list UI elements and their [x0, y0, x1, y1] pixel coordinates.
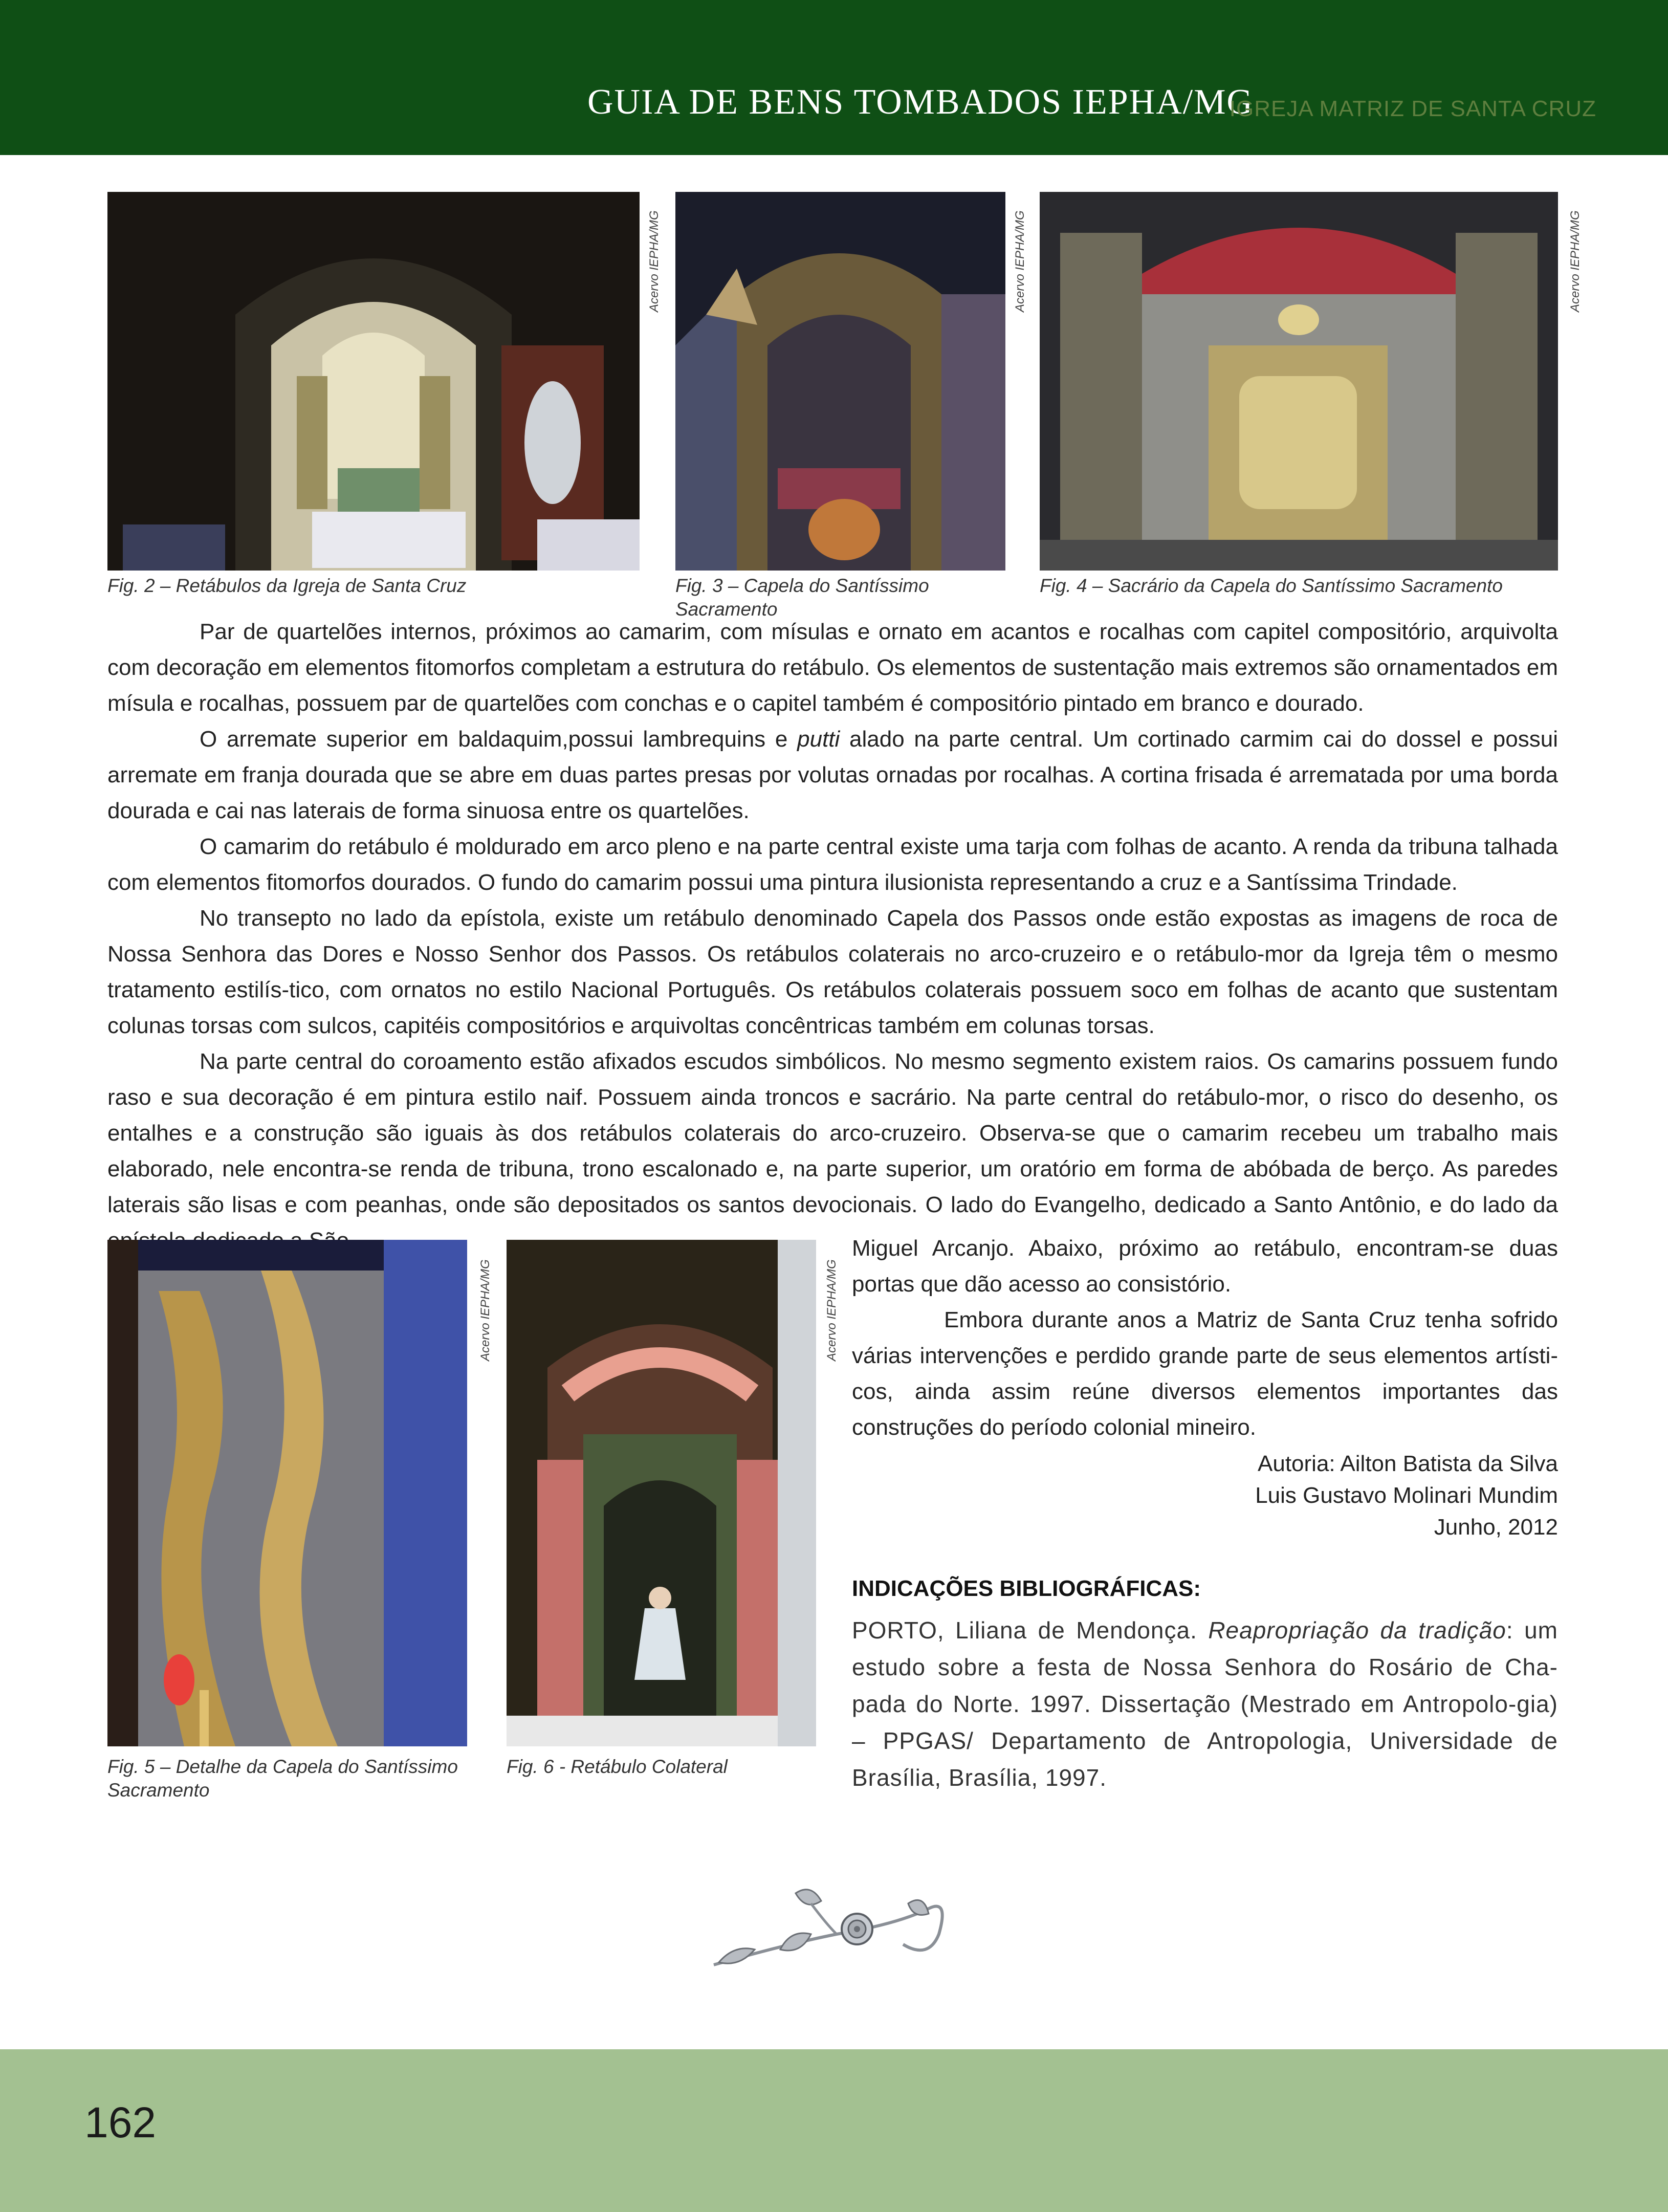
bibliography-heading: INDICAÇÕES BIBLIOGRÁFICAS:	[852, 1576, 1201, 1601]
date-line: Junho, 2012	[1434, 1515, 1558, 1540]
paragraph: O camarim do retábulo é moldurado em arco pleno e na parte central existe uma tarja com folhas de acanto. A renda da tribuna talhada com elementos fitomorfos dourados. O fundo do camarim possui uma pintura ilusionista representando a cruz e a Santíssima Trindade.	[107, 834, 1558, 895]
photo-fig6-retabulo-colateral	[507, 1240, 816, 1746]
page-number: 162	[84, 2098, 157, 2147]
photo-fig3-capela	[675, 192, 1005, 571]
photo-credit: Acervo IEPHA/MG	[825, 1259, 839, 1361]
figure-caption: Fig. 3 – Capela do Santíssimo Sacramento	[675, 575, 929, 620]
photo-fig2-retabulos	[107, 192, 640, 571]
photo-credit: Acervo IEPHA/MG	[478, 1259, 492, 1361]
authorship	[852, 1448, 1558, 1543]
photo-fig5-detalhe	[107, 1240, 467, 1746]
paragraph: O arremate superior em baldaquim,possui lambrequins e putti alado na parte central. Um cortinado carmim cai do dossel e possui arremate em franja dourada que se abre em duas partes presas por volutas ornadas por rocalhas. A cortina frisada é arrematada por uma borda dourada e cai nas laterais de forma sinuosa entre os quartelões.	[107, 727, 1558, 823]
photo-credit: Acervo IEPHA/MG	[1568, 210, 1582, 312]
photo-credit: Acervo IEPHA/MG	[1013, 210, 1027, 312]
figure-caption: Fig. 6 - Retábulo Colateral	[507, 1756, 728, 1777]
paragraph: Par de quartelões internos, próximos ao camarim, com mísulas e ornato em acantos e rocalhas com capitel compositório, arquivolta com decoração em elementos fitomorfos completam a estrutura do retábulo. Os elementos de sustentação mais extremos são ornamentados em mísula e rocalhas, possuem par de quartelões com conchas e o capitel também é compositório pintado em branco e dourado.	[107, 619, 1558, 716]
figure-caption: Fig. 4 – Sacrário da Capela do Santíssimo Sacramento	[1040, 575, 1503, 596]
paragraph: No transepto no lado da epístola, existe um retábulo denominado Capela dos Passos onde estão expostas as imagens de roca de Nossa Senhora das Dores e Nosso Senhor dos Passos. Os retábulos colaterais no arco-cruzeiro e o retábulo-mor da Igreja têm o mesmo tratamento estilís-tico, com ornatos no estilo Nacional Português. Os retábulos colaterais possuem soco em folhas de acanto que sustentam colunas torsas com sulcos, capitéis compositórios e arquivoltas concêntricas também em colunas torsas.	[107, 906, 1558, 1038]
paragraph: Na parte central do coroamento estão afixados escudos simbólicos. No mesmo segmento existem raios. Os camarins possuem fundo raso e sua decoração é em pintura estilo naif. Possuem ainda troncos e sacrário. Na parte central do retábulo-mor, o risco do desenho, os entalhes e a construção são iguais às dos retábulos colaterais do arco-cruzeiro. Observa-se que o camarim recebeu um trabalho mais elaborado, nele encontra-se renda de tribuna, trono escalonado e, na parte superior, um oratório em forma de abóbada de berço. As paredes laterais são lisas e com peanhas, onde são depositados os santos devocionais. O lado do Evangelho, dedicado a Santo Antônio, e do lado da	[107, 1049, 1558, 1217]
author-line: Luis Gustavo Molinari Mundim	[1255, 1483, 1558, 1508]
header-title: GUIA DE BENS TOMBADOS IEPHA/MG	[587, 82, 1254, 122]
article-body-continued	[852, 1231, 1558, 1446]
figure-caption: Fig. 5 – Detalhe da Capela do Santíssimo Sacramento	[107, 1756, 458, 1801]
photo-fig4-sacrario	[1040, 192, 1558, 571]
page-header	[0, 0, 1668, 155]
rose-ornament-icon	[683, 1873, 980, 1983]
paragraph: Miguel Arcanjo. Abaixo, próximo ao retábulo, encontram-se duas portas que dão acesso ao consistório.	[852, 1236, 1558, 1297]
bibliography-entry: PORTO, Liliana de Mendonça. Reapropriação da tradição: um estudo sobre a festa de Nossa Senhora do Rosário de Cha-pada do Norte. 1997. Dissertação (Mestrado em Antropolo-gia) – PPGAS/ Departamento de Antropologia, Universidade de Brasília, Brasília, 1997.	[852, 1617, 1558, 1791]
paragraph: Embora durante anos a Matriz de Santa Cruz tenha sofrido várias intervenções e perdido grande parte de seus elementos artísti-cos, ainda assim reúne diversos elementos importantes das construções do período colonial mineiro.	[852, 1307, 1558, 1440]
figure-caption: Fig. 2 – Retábulos da Igreja de Santa Cruz	[107, 575, 467, 596]
article-body	[107, 614, 1558, 1259]
page-footer	[0, 2049, 1668, 2212]
header-subtitle: IGREJA MATRIZ DE SANTA CRUZ	[1229, 96, 1596, 121]
author-line: Autoria: Ailton Batista da Silva	[1258, 1451, 1558, 1476]
photo-credit: Acervo IEPHA/MG	[647, 210, 661, 312]
